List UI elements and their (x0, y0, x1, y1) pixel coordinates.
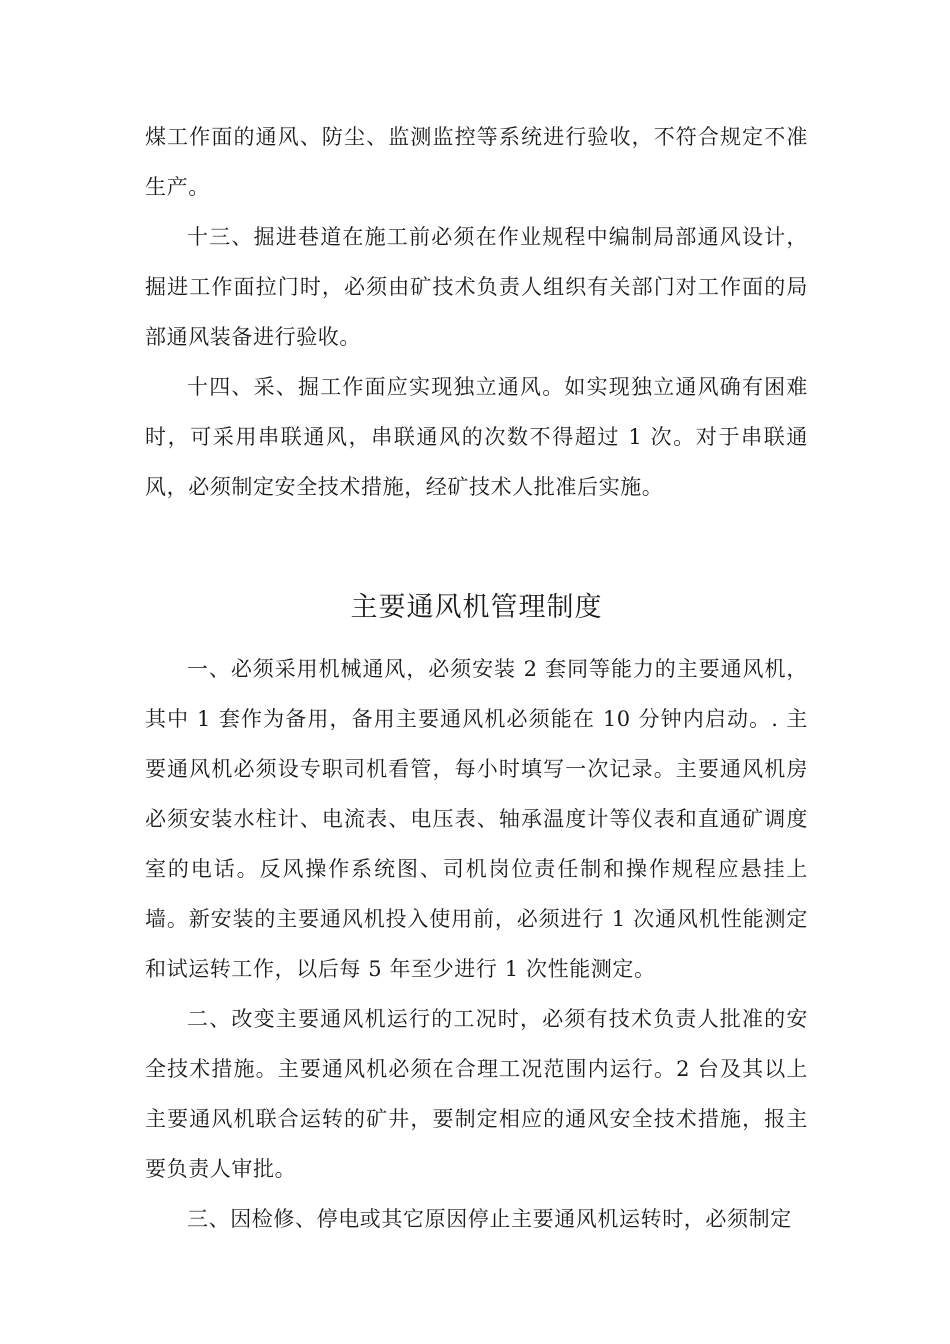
paragraph-item-2: 二、改变主要通风机运行的工况时，必须有技术负责人批准的安全技术措施。主要通风机必须在合理工况范围内运行。2 台及其以上主要通风机联合运转的矿井，要制定相应的通风安全技术措施，报主要负责人审批。 (145, 1007, 808, 1181)
paragraph-continuation: 煤工作面的通风、防尘、监测监控等系统进行验收，不符合规定不准生产。 (145, 125, 808, 199)
document-body (145, 112, 808, 1244)
paragraph-item-13: 十三、掘进巷道在施工前必须在作业规程中编制局部通风设计，掘进工作面拉门时，必须由矿技术负责人组织有关部门对工作面的局部通风装备进行验收。 (145, 225, 808, 349)
paragraph-item-1: 一、必须采用机械通风，必须安装 2 套同等能力的主要通风机，其中 1 套作为备用，备用主要通风机必须能在 10 分钟内启动。. 主要通风机必须设专职司机看管，每小时填写一次记录。主要通风机房必须安装水柱计、电流表、电压表、轴承温度计等仪表和直通矿调度室的电话。反风操作系统图、司机岗位责任制和操作规程应悬挂上墙。新安装的主要通风机投入使用前，必须进行 1 次通风机性能测定和试运转工作，以后每 5 年至少进行 1 次性能测定。 (145, 657, 808, 981)
paragraph-item-3: 三、因检修、停电或其它原因停止主要通风机运转时，必须制定 (187, 1207, 792, 1231)
section-spacer (145, 512, 808, 578)
section-title: 主要通风机管理制度 (350, 592, 603, 623)
paragraph-item-14: 十四、采、掘工作面应实现独立通风。如实现独立通风确有困难时，可采用串联通风，串联通风的次数不得超过 1 次。对于串联通风，必须制定安全技术措施，经矿技术人批准后实施。 (145, 375, 808, 499)
